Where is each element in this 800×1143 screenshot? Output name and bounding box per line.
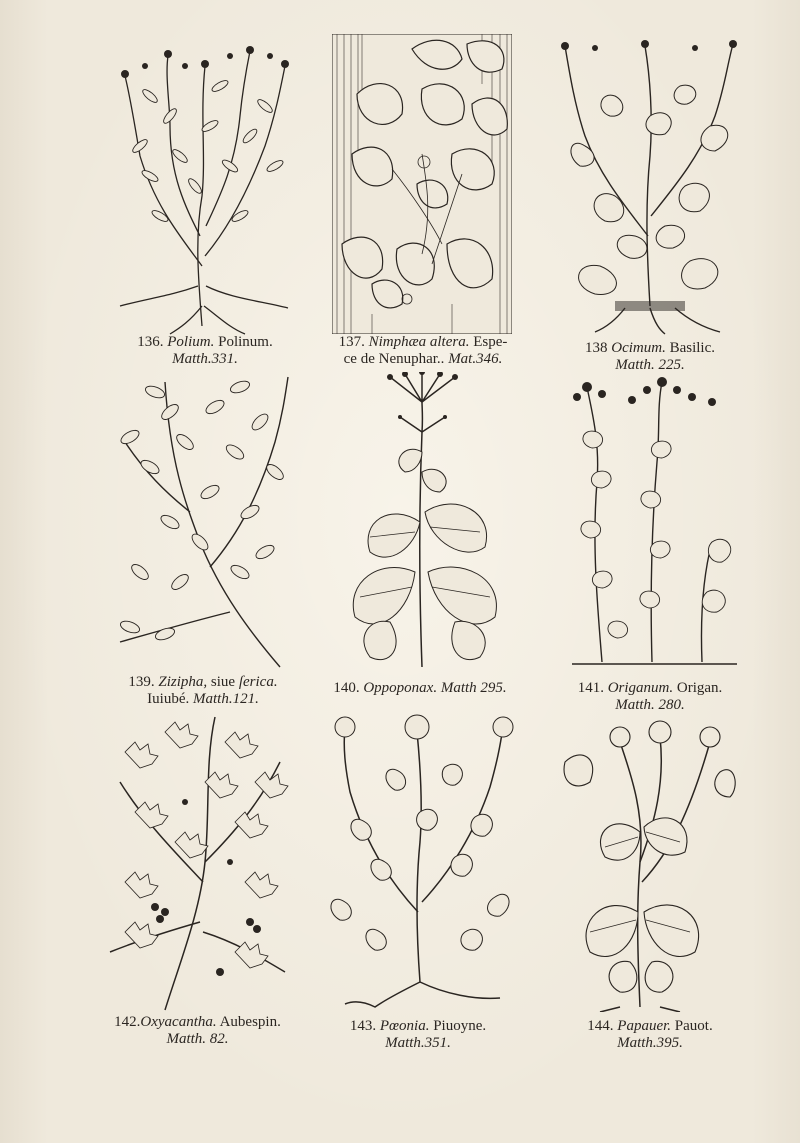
latin-name: Oppoponax. [363,680,438,696]
matthiolus-ref: Matth.331. [172,351,238,367]
matthiolus-ref: Matth.395. [617,1035,683,1051]
caption-143 [328,1018,508,1052]
latin-name: Zizipha, [158,674,208,690]
poeonia-woodcut [325,712,515,1012]
french-name-cont: ce de Nenuphar.. [343,351,445,367]
matthiolus-ref: Matth. 280. [615,697,685,713]
french-name: Aubespin. [219,1014,281,1030]
plate-poeonia [325,712,515,1012]
matthiolus-ref: Matth.351. [385,1035,451,1051]
plate-number: 143. [349,1018,377,1034]
latin-name: Origanum. [607,680,674,696]
french-name: Piuoyne. [433,1018,487,1034]
papauer-woodcut [560,712,740,1012]
zizipha-woodcut [110,372,295,672]
plate-oppoponax [330,372,515,672]
caption-137 [318,334,528,368]
plate-number: 142. [114,1014,141,1030]
plate-number: 137. [338,334,365,350]
matthiolus-ref: Matth 295. [440,680,507,696]
french-name: Polinum. [218,334,273,350]
origanum-woodcut [562,372,742,672]
plate-number: 138 [585,340,608,356]
matthiolus-ref: Matth. 225. [615,357,685,373]
plate-origanum [562,372,742,672]
french-name-cont: Iuiubé. [147,691,190,707]
plate-number: 136. [137,334,164,350]
plate-number: 144. [587,1018,614,1034]
plate-nimphaea [332,34,512,334]
french-name: Pauot. [674,1018,713,1034]
plate-polium [110,36,295,336]
plate-zizipha [110,372,295,672]
ocimum-woodcut [555,36,740,336]
latin-name: Ocimum. [611,340,666,356]
latin-name: Pœonia. [379,1018,430,1034]
oppoponax-woodcut [330,372,515,672]
polium-woodcut [110,36,295,336]
latin-name: Polium. [167,334,215,350]
matthiolus-ref: Mat.346. [448,351,503,367]
french-name: Origan. [676,680,723,696]
oxyacantha-woodcut [105,712,290,1012]
nimphaea-woodcut [332,34,512,334]
caption-144 [560,1018,740,1052]
caption-138 [560,340,740,374]
latin-name: Papauer. [617,1018,672,1034]
plate-number: 139. [128,674,155,690]
plate-papauer [560,712,740,1012]
plate-number: 141. [577,680,604,696]
latin-name-alt: ſerica. [238,674,278,690]
plate-number: 140. [333,680,360,696]
caption-136 [115,334,295,368]
caption-142 [100,1014,295,1048]
plate-oxyacantha [105,712,290,1012]
matthiolus-ref: Matth.121. [192,691,259,707]
french-name: Espe- [473,334,508,350]
french-name: siue [210,674,236,690]
caption-140 [320,680,520,697]
matthiolus-ref: Matth. 82. [166,1031,229,1047]
caption-141 [555,680,745,714]
caption-139 [108,674,298,708]
plate-ocimum [555,36,740,336]
french-name: Basilic. [669,340,715,356]
latin-name: Nimphæa altera. [368,334,470,350]
latin-name: Oxyacantha. [140,1014,217,1030]
